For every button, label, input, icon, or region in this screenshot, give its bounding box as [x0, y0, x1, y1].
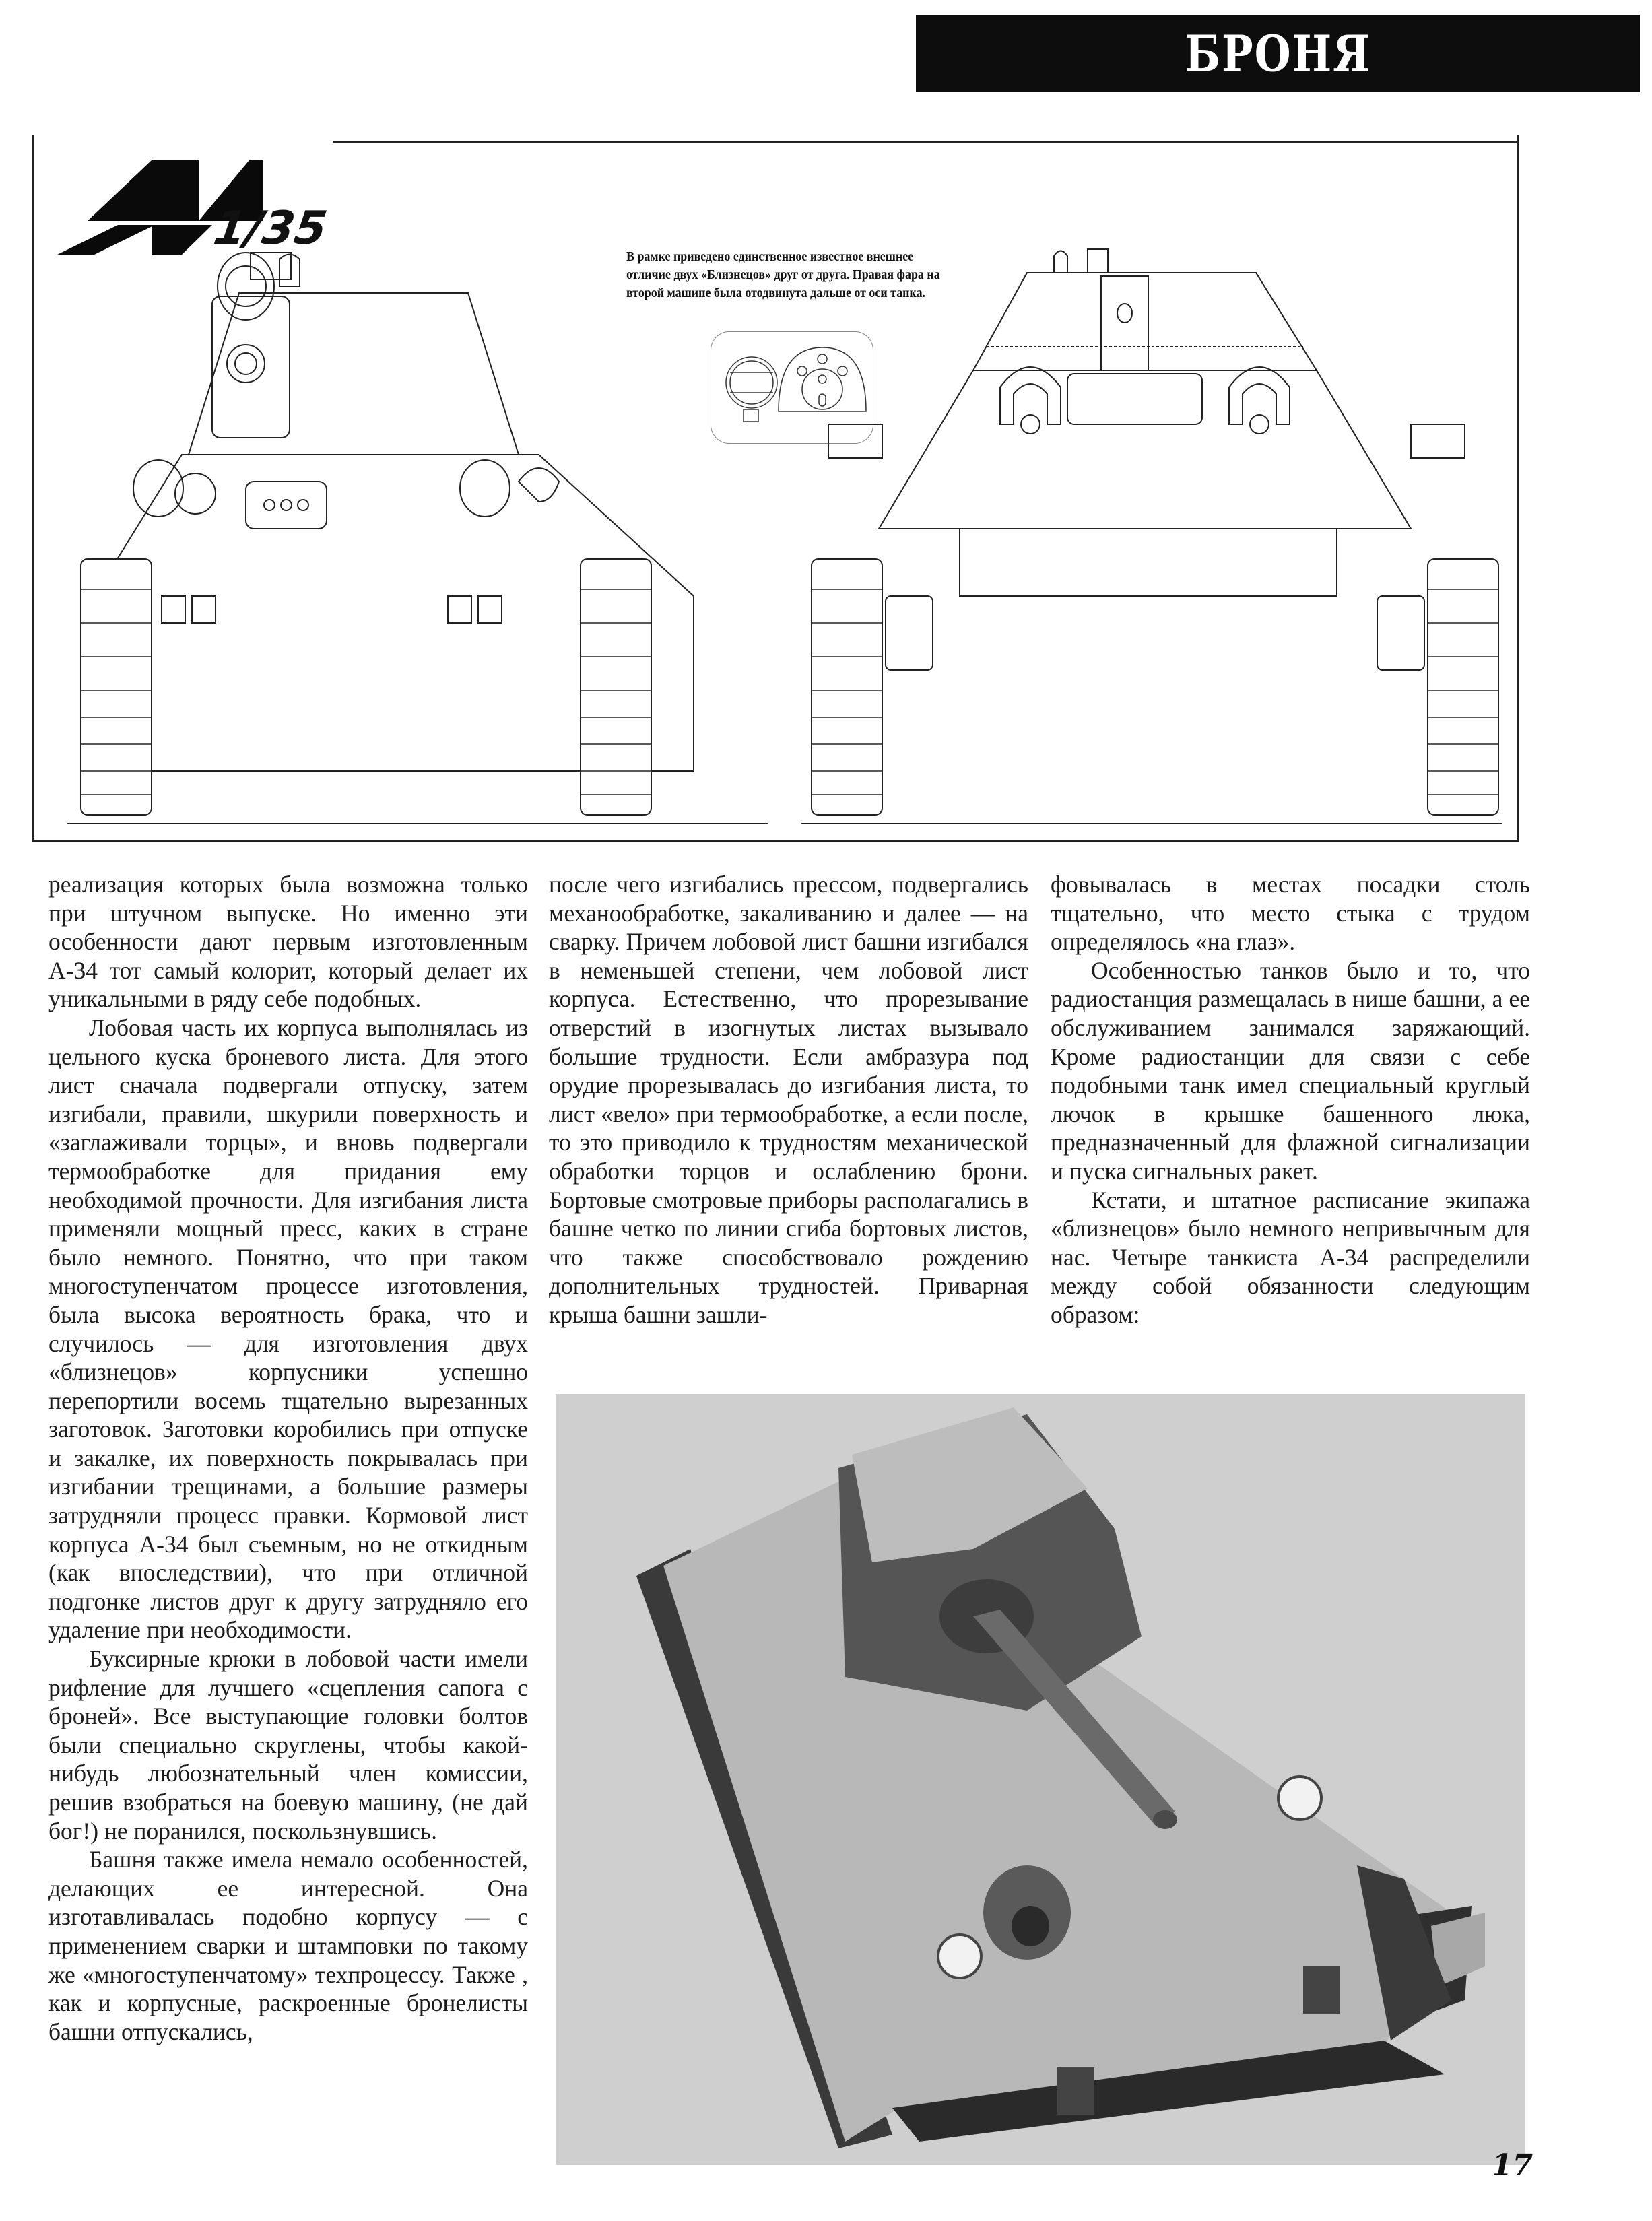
paragraph: после чего изгибались прессом, подвергались механообработке, закаливанию и далее — на сварку. Причем лобовой лист башни изгибался в неменьшей степени, чем лобовой лист корпуса. Естественно, что прорезывание отверстий в изогнутых листах вызывало большие трудности. Если амбразура под орудие прорезывалась до изгибания листа, то лист «вело» при термообработке, а если после, то это приводило к трудностям механической обработки торцов и ослаблению брони. Бортовые смотровые приборы располагались в башне четко по линии сгиба бортовых листов, что также способствовало рождению дополнительных трудностей. Приварная крыша башни зашли-: [549, 871, 1028, 1328]
paragraph: Кстати, и штатное расписание экипажа «близнецов» было немного непривычным для нас. Четыре танкиста А-34 распределили между собой обязанности следующим образом:: [1051, 1186, 1530, 1328]
paragraph: Буксирные крюки в лобовой части имели рифление для лучшего «сцепления сапога с броней». Все выступающие головки болтов были специально скруглены, чтобы какой-нибудь любознательный член комиссии, решив взобраться на боевую машину, (не дай бог!) не поранился, поскользнувшись.: [48, 1645, 528, 1845]
tank-front-view-drawing: [74, 246, 795, 825]
paragraph: Башня также имела немало особенностей, делающих ее интересной. Она изготавливалась подобно корпусу — с применением сварки и штамповки по такому же «многоступенчатому» техпроцессу. Также , как и корпусные, раскроенные бронелисты башни отпускались,: [48, 1846, 528, 2045]
tank-rear-view-drawing: [805, 246, 1519, 825]
drawing-caption: В рамке приведено единственное известное внешнее отличие двух «Близнецов» друг от друга. Правая фара на второй машине была отодвинута дальше от оси танка.: [626, 250, 940, 300]
article-column-2: [549, 870, 1028, 1329]
paragraph: фовывалась в местах посадки столь тщательно, что место стыка с трудом определялось «на глаз».: [1051, 871, 1530, 956]
article-column-3: [1051, 870, 1530, 1329]
scale-label: 1/35: [210, 202, 331, 255]
section-title: БРОНЯ: [1185, 24, 1371, 84]
front-ground-line: [67, 823, 768, 824]
article-column-1: [48, 870, 528, 2046]
paragraph: Лобовая часть их корпуса выполнялась из цельного куска броневого листа. Для этого лист сначала подвергали отпуску, затем изгибали, правили, шкурили поверхность и «заглаживали торцы», и вновь подвергали термообработке для придания ему необходимой прочности. Для изгибания листа применяли мощный пресс, каких в стране было немного. Понятно, что при таком многоступенчатом процессе изготовления, была высока вероятность брака, что и случилось — для изготовления двух «близнецов» корпусники успешно перепортили восемь тщательно вырезанных заготовок. Заготовки коробились при отпуске и закалке, их поверхность покрывалась при изгибании трещинами, а большие размеры затрудняли процесс правки. Кормовой лист корпуса А-34 был съемным, но не откидным (как впоследствии), что при отличной подгонке листов друг к другу затрудняло его удаление при необходимости.: [48, 1014, 528, 1644]
page-number: 17: [1492, 2148, 1533, 2183]
paragraph: Особенностью танков было и то, что радиостанция размещалась в нише башни, а ее обслуживанием занимался заряжающий. Кроме радиостанции для связи с себе подобными танк имел специальный круглый лючок в крышке башенного люка, предназначенный для флажной сигнализации и пуска сигнальных ракет.: [1051, 956, 1530, 1185]
section-header: [916, 15, 1640, 92]
tank-photo-icon: [556, 1394, 1525, 2165]
tank-photograph: [556, 1394, 1525, 2165]
paragraph: реализация которых была возможна только при штучном выпуске. Но именно эти особенности дают первым изготовленным А-34 тот самый колорит, который делает их уникальными в ряду себе подобных.: [48, 871, 528, 1013]
rear-ground-line: [801, 823, 1502, 824]
